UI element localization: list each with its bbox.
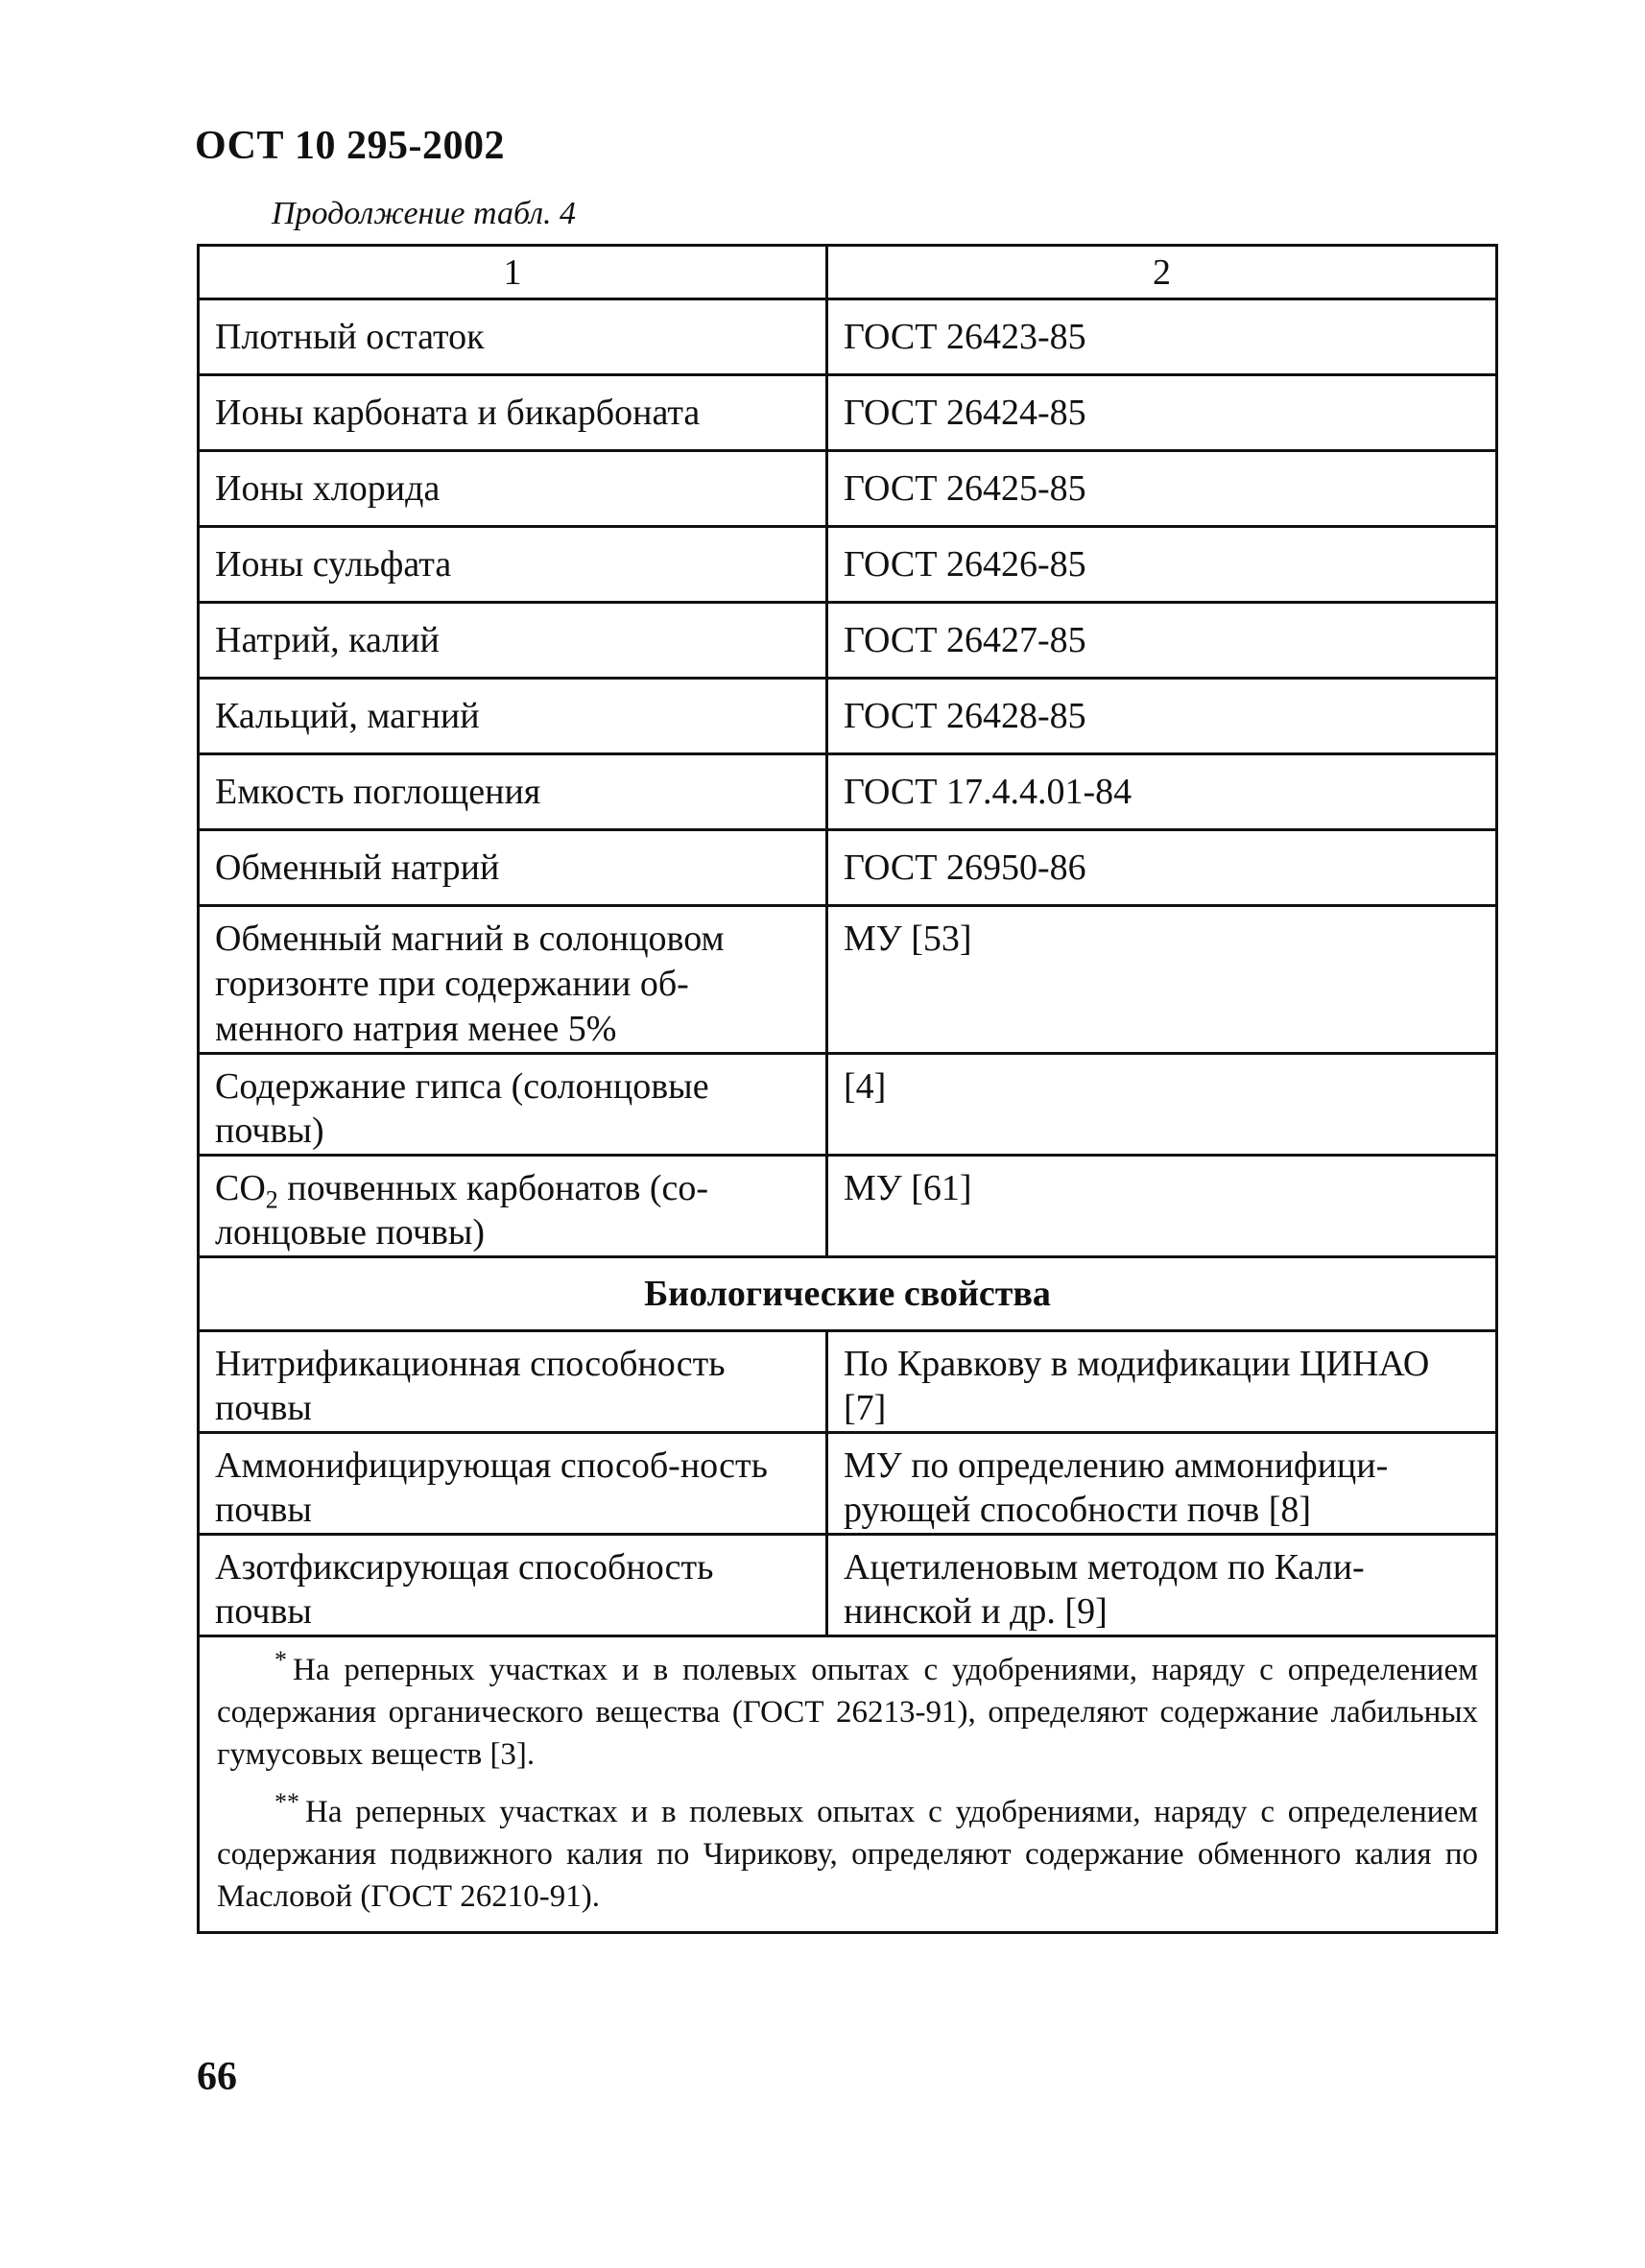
co2-formula-prefix: CO xyxy=(215,1168,266,1208)
property-cell: Кальций, магний xyxy=(199,679,827,754)
table-row xyxy=(199,451,1497,527)
column-number-2: 2 xyxy=(827,246,1497,299)
footnote xyxy=(217,1646,1478,1776)
co2-subscript: 2 xyxy=(265,1185,278,1214)
table-row xyxy=(199,375,1497,451)
property-cell: Натрий, калий xyxy=(199,603,827,679)
methods-table xyxy=(197,244,1498,1934)
table-row xyxy=(199,906,1497,1054)
method-cell: МУ по определению аммонифици-рующей способности почв [8] xyxy=(827,1433,1497,1535)
property-cell: Обменный натрий xyxy=(199,830,827,906)
property-cell: Ионы хлорида xyxy=(199,451,827,527)
property-cell: Плотный остаток xyxy=(199,299,827,375)
property-cell xyxy=(199,1156,827,1257)
footnote-mark: * xyxy=(274,1646,287,1674)
property-cell: Обменный магний в солонцовом горизонте при содержании об-менного натрия менее 5% xyxy=(199,906,827,1054)
property-cell: Содержание гипса (солонцовые почвы) xyxy=(199,1054,827,1156)
method-cell: По Кравкову в модификации ЦИНАО [7] xyxy=(827,1331,1497,1433)
method-cell: ГОСТ 26428-85 xyxy=(827,679,1497,754)
document-code: ОСТ 10 295-2002 xyxy=(195,124,506,168)
column-number-1: 1 xyxy=(199,246,827,299)
property-cell: Ионы карбоната и бикарбоната xyxy=(199,375,827,451)
notes-row xyxy=(199,1636,1497,1933)
property-cell: Аммонифицирующая способ-ность почвы xyxy=(199,1433,827,1535)
table-row xyxy=(199,299,1497,375)
method-cell: [4] xyxy=(827,1054,1497,1156)
table-row xyxy=(199,1156,1497,1257)
table-row xyxy=(199,1331,1497,1433)
method-cell: ГОСТ 17.4.4.01-84 xyxy=(827,754,1497,830)
method-cell: Ацетиленовым методом по Кали-нинской и др. [9] xyxy=(827,1535,1497,1636)
method-cell: ГОСТ 26427-85 xyxy=(827,603,1497,679)
table-row xyxy=(199,1054,1497,1156)
footnote-text: На реперных участках и в полевых опытах с удобрениями, наряду с определением содержания органического вещества (ГОСТ 26213-91), определяют содержание лабильных гумусовых веществ [3]. xyxy=(217,1653,1478,1772)
section-title: Биологические свойства xyxy=(199,1257,1497,1331)
footnotes-cell xyxy=(199,1636,1497,1933)
table-row xyxy=(199,603,1497,679)
method-cell: ГОСТ 26425-85 xyxy=(827,451,1497,527)
method-cell: ГОСТ 26426-85 xyxy=(827,527,1497,603)
footnote-text: На реперных участках и в полевых опытах с удобрениями, наряду с определением содержания подвижного калия по Чирикову, определяют содержание обменного калия по Масловой (ГОСТ 26210-91). xyxy=(217,1795,1478,1914)
table-header-row xyxy=(199,246,1497,299)
table-row xyxy=(199,679,1497,754)
page-number: 66 xyxy=(197,2055,237,2099)
table-row xyxy=(199,754,1497,830)
table-continuation-caption: Продолжение табл. 4 xyxy=(272,196,577,231)
table-row xyxy=(199,1433,1497,1535)
co2-description: почвенных карбонатов (со-лонцовые почвы) xyxy=(215,1168,709,1253)
property-cell: Азотфиксирующая способность почвы xyxy=(199,1535,827,1636)
method-cell: МУ [61] xyxy=(827,1156,1497,1257)
method-cell: ГОСТ 26423-85 xyxy=(827,299,1497,375)
section-row xyxy=(199,1257,1497,1331)
footnote xyxy=(217,1788,1478,1918)
table-row xyxy=(199,527,1497,603)
property-cell: Ионы сульфата xyxy=(199,527,827,603)
method-cell: МУ [53] xyxy=(827,906,1497,1054)
method-cell: ГОСТ 26950-86 xyxy=(827,830,1497,906)
footnote-mark: ** xyxy=(274,1788,299,1816)
property-cell: Емкость поглощения xyxy=(199,754,827,830)
method-cell: ГОСТ 26424-85 xyxy=(827,375,1497,451)
table-row xyxy=(199,830,1497,906)
table-row xyxy=(199,1535,1497,1636)
property-cell: Нитрификационная способность почвы xyxy=(199,1331,827,1433)
